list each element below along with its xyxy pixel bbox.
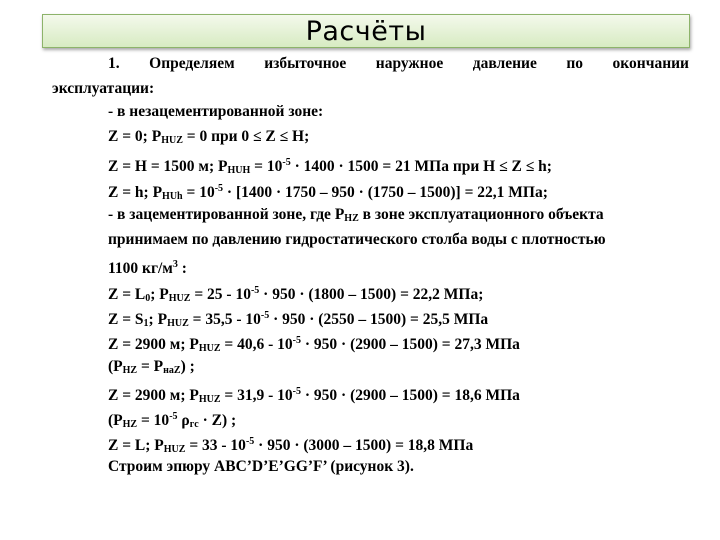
word: Определяем xyxy=(149,55,235,72)
formula-line-1: Z = 0; $P_{HUZ} = 0$ при 0 ≤ Z ≤ H; xyxy=(108,128,310,146)
formula-line-9: ($P_{HZ} = 10^{-5}$ $\rho_{гс} \cdot Z$) ; xyxy=(108,411,237,430)
section-heading-cemented: - в зацементированной зоне, где $P_{HZ}$ в зоне эксплуатационного объекта xyxy=(108,206,604,224)
formula-line-2: Z = H = 1500 м; $P_{HUH} = 10^{-5} \cdot 1400 \cdot 1500 = 21$ МПа при H ≤ Z ≤ h; xyxy=(108,157,552,176)
section-cemented-line-2: принимаем по давлению гидростатического столба воды с плотностью xyxy=(108,231,606,248)
slide-title: Расчёты xyxy=(305,16,427,47)
word: окончании xyxy=(612,55,689,72)
word: по xyxy=(566,55,584,72)
word: давление xyxy=(472,55,537,72)
paragraph-1-first-line xyxy=(108,55,689,73)
paragraph-1-continuation: эксплуатации: xyxy=(52,80,155,97)
formula-line-4: $Z = L_0$; $P_{HUZ} = 25 - 10^{-5} \cdot 950 \cdot (1800 - 1500) = 22,2$ МПа; xyxy=(108,285,484,304)
formula-line-3: Z = h; $P_{HUh} = 10^{-5} \cdot [1400 \cdot 1750 - 950 \cdot (1750 - 1500)] = 22,1$ МПа; xyxy=(108,183,548,202)
word: наружное xyxy=(375,55,444,72)
section-heading-uncemented: - в незацементированной зоне: xyxy=(108,103,324,120)
formula-line-6: Z = 2900 м; $P_{HUZ} = 40,6 - 10^{-5} \cdot 950 \cdot (2900 - 1500) = 27,3$ МПа xyxy=(108,335,520,354)
formula-line-10: Z = L; $P_{HUZ} = 33 - 10^{-5} \cdot 950 \cdot (3000 - 1500) = 18,8$ МПа xyxy=(108,436,474,455)
formula-line-5: $Z = S_1$; $P_{HUZ} = 35,5 - 10^{-5} \cdot 950 \cdot (2550 - 1500) = 25,5$ МПа xyxy=(108,310,489,329)
final-statement: Строим эпюру ABC’D’E’GG’F’ (рисунок 3). xyxy=(108,458,414,475)
section-cemented-line-3: 1100 $кг/м^3$ : xyxy=(108,259,187,277)
formula-line-8: Z = 2900 м; $P_{HUZ} = 31,9 - 10^{-5} \cdot 950 \cdot (2900 - 1500) = 18,6$ МПа xyxy=(108,386,520,405)
formula-line-7: $(P_{HZ} = P_{наZ})$ ; xyxy=(108,358,195,376)
word: 1. xyxy=(108,55,120,72)
word: избыточное xyxy=(264,55,347,72)
